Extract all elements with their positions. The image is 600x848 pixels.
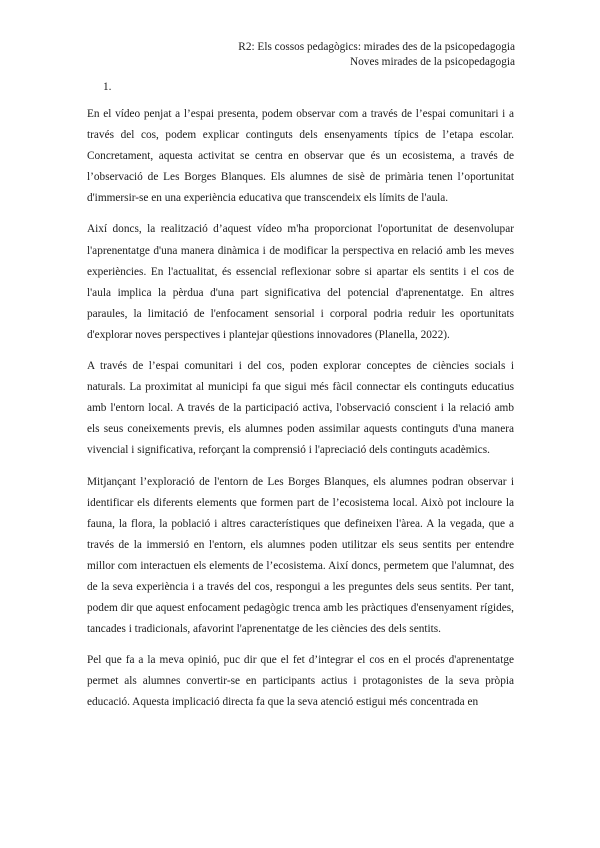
paragraph: Mitjançant l’exploració de l'entorn de Les Borges Blanques, els alumnes podran observar i identificar els diferents elements que formen part de l’ecosistema local. Això pot incloure la fauna, la flora, la població i altres característiques que defineixen l'àrea. A la vegada, que a través de la immersió en l'entorn, els alumnes poden utilitzar els seus sentits per entendre millor com interactuen els elements de l’ecosistema. Així doncs, permetem que l'alumnat, des de la seva experiència i a través del cos, respongui a les preguntes dels seus sentits. Per tant, podem dir que aquest enfocament pedagògic trenca amb les pràctiques d'ensenyament rígides, tancades i tradicionals, afavorint l'aprenentatge de les ciències des dels sentits.	[87, 475, 514, 636]
document-body	[87, 104, 514, 724]
page-header	[238, 40, 515, 70]
header-title: R2: Els cossos pedagògics: mirades des de la psicopedagogia	[238, 41, 515, 53]
paragraph: Així doncs, la realització d’aquest vídeo m'ha proporcionat l'oportunitat de desenvolupar l'aprenentatge d'una manera dinàmica i de modificar la perspectiva en relació amb les meves experiències. En l'actualitat, és essencial reflexionar sobre si apartar els sentits i el cos de l'aula implica la pèrdua d'una part significativa del potencial d'aprenentatge. En altres paraules, la limitació de l'enfocament sensorial i corporal podria reduir les oportunitats d'explorar noves perspectives i plantejar qüestions innovadores (Planella, 2022).	[87, 223, 514, 341]
paragraph: Pel que fa a la meva opinió, puc dir que el fet d’integrar el cos en el procés d'aprenentatge permet als alumnes convertir-se en participants actius i protagonistes de la seva pròpia educació. Aquesta implicació directa fa que la seva atenció estigui més concentrada en	[87, 654, 514, 709]
paragraph: A través de l’espai comunitari i del cos, poden explorar conceptes de ciències socials i naturals. La proximitat al municipi fa que sigui més fàcil connectar els continguts educatius amb l'entorn local. A través de la participació activa, l'observació conscient i la relació amb els seus coneixements previs, els alumnes poden assimilar aquests continguts d'una manera vivencial i significativa, reforçant la comprensió i l'apreciació dels continguts acadèmics.	[87, 360, 514, 457]
paragraph: En el vídeo penjat a l’espai presenta, podem observar com a través de l’espai comunitari i a través del cos, podem explicar continguts dels ensenyaments típics de l’etapa escolar. Concretament, aquesta activitat se centra en observar que és un ecosistema, a través de l’observació de Les Borges Blanques. Els alumnes de sisè de primària tenen l’oportunitat d'immersir-se en una experiència educativa que transcendeix els límits de l'aula.	[87, 108, 514, 205]
item-number: 1.	[103, 81, 112, 93]
header-subtitle: Noves mirades de la psicopedagogia	[349, 56, 515, 68]
